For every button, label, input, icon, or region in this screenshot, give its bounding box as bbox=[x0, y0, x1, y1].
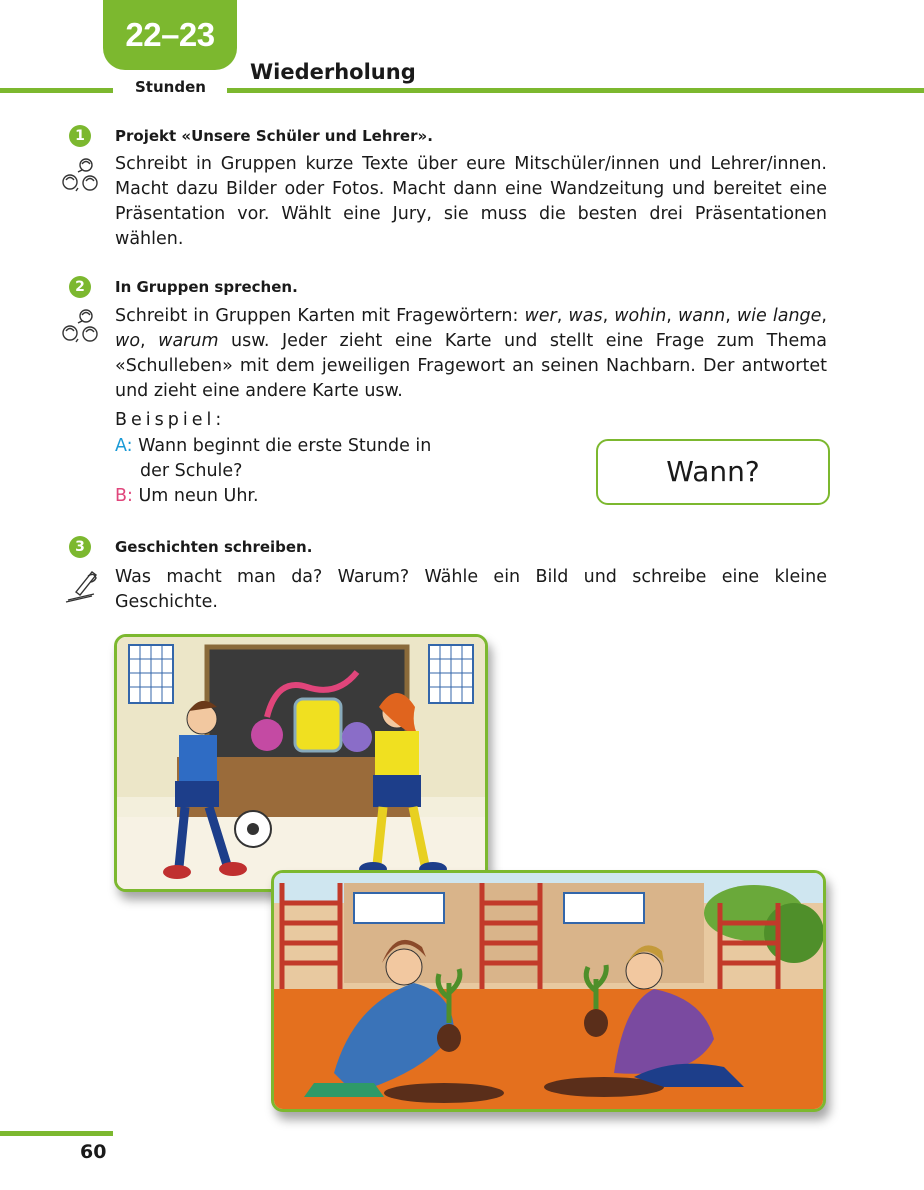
writing-hand-icon bbox=[62, 566, 102, 606]
page-number: 60 bbox=[80, 1141, 107, 1163]
task-number-badge: 2 bbox=[69, 276, 91, 298]
text-fragment: , bbox=[725, 306, 737, 326]
kids-planting-image bbox=[274, 873, 823, 1109]
dialog-line-a bbox=[115, 434, 431, 459]
football-classroom-illustration bbox=[114, 634, 488, 892]
text-fragment: , bbox=[821, 306, 827, 326]
task-title: Geschichten schreiben. bbox=[115, 538, 313, 556]
speaker-a-label: A: bbox=[115, 436, 133, 456]
text-fragment: Schreibt in Gruppen Karten mit Fragewörtern: bbox=[115, 306, 525, 326]
speaker-b-label: B: bbox=[115, 486, 133, 506]
question-word-card: Wann? bbox=[596, 439, 830, 505]
task-number-badge: 1 bbox=[69, 125, 91, 147]
text-fragment: , bbox=[666, 306, 678, 326]
text-fragment: usw. Jeder zieht eine Karte und stellt eine Frage zum Thema «Schulleben» mit dem jeweiligen Fragewort an seinen Nachbarn. Der antwortet und zieht eine andere Karte usw. bbox=[115, 331, 827, 401]
question-word: warum bbox=[158, 331, 219, 351]
gardening-schoolyard-illustration bbox=[271, 870, 826, 1112]
question-word: was bbox=[568, 306, 603, 326]
dialog-line-b bbox=[115, 484, 259, 509]
text-fragment: , bbox=[556, 306, 569, 326]
header-rule-left bbox=[0, 88, 113, 93]
text-fragment: , bbox=[140, 331, 159, 351]
question-word: wo bbox=[115, 331, 141, 351]
page-title: Wiederholung bbox=[250, 60, 416, 84]
lesson-label: Stunden bbox=[135, 78, 206, 96]
kids-playing-football-image bbox=[117, 637, 485, 889]
dialog-text-b: Um neun Uhr. bbox=[138, 486, 259, 506]
question-word: wohin bbox=[614, 306, 667, 326]
question-word: wann bbox=[677, 306, 726, 326]
task-text bbox=[115, 304, 827, 404]
dialog-text-a: Wann beginnt die erste Stunde in bbox=[138, 436, 432, 456]
task-text: Schreibt in Gruppen kurze Texte über eure Mitschüler/innen und Lehrer/innen. Macht dazu Bilder oder Fotos. Macht dann eine Wandzeitung und bereitet eine Präsentation vor. Wählt eine Jury, sie muss die besten drei Präsentationen wählen. bbox=[115, 154, 827, 249]
example-label: Beispiel: bbox=[115, 410, 226, 430]
task-title: In Gruppen sprechen. bbox=[115, 278, 298, 296]
question-word: wie lange bbox=[736, 306, 822, 326]
question-word: wer bbox=[524, 306, 557, 326]
header-rule-right bbox=[227, 88, 924, 93]
lesson-range-tab: 22–23 bbox=[103, 0, 237, 70]
text-fragment: , bbox=[602, 306, 615, 326]
group-work-icon bbox=[58, 155, 104, 201]
footer-rule bbox=[0, 1131, 113, 1136]
task-title: Projekt «Unsere Schüler und Lehrer». bbox=[115, 127, 433, 145]
dialog-line-a-continued: der Schule? bbox=[140, 461, 243, 481]
group-work-icon bbox=[58, 306, 104, 352]
task-number-badge: 3 bbox=[69, 536, 91, 558]
task-text: Was macht man da? Warum? Wähle ein Bild und schreibe eine kleine Geschichte. bbox=[115, 567, 827, 612]
